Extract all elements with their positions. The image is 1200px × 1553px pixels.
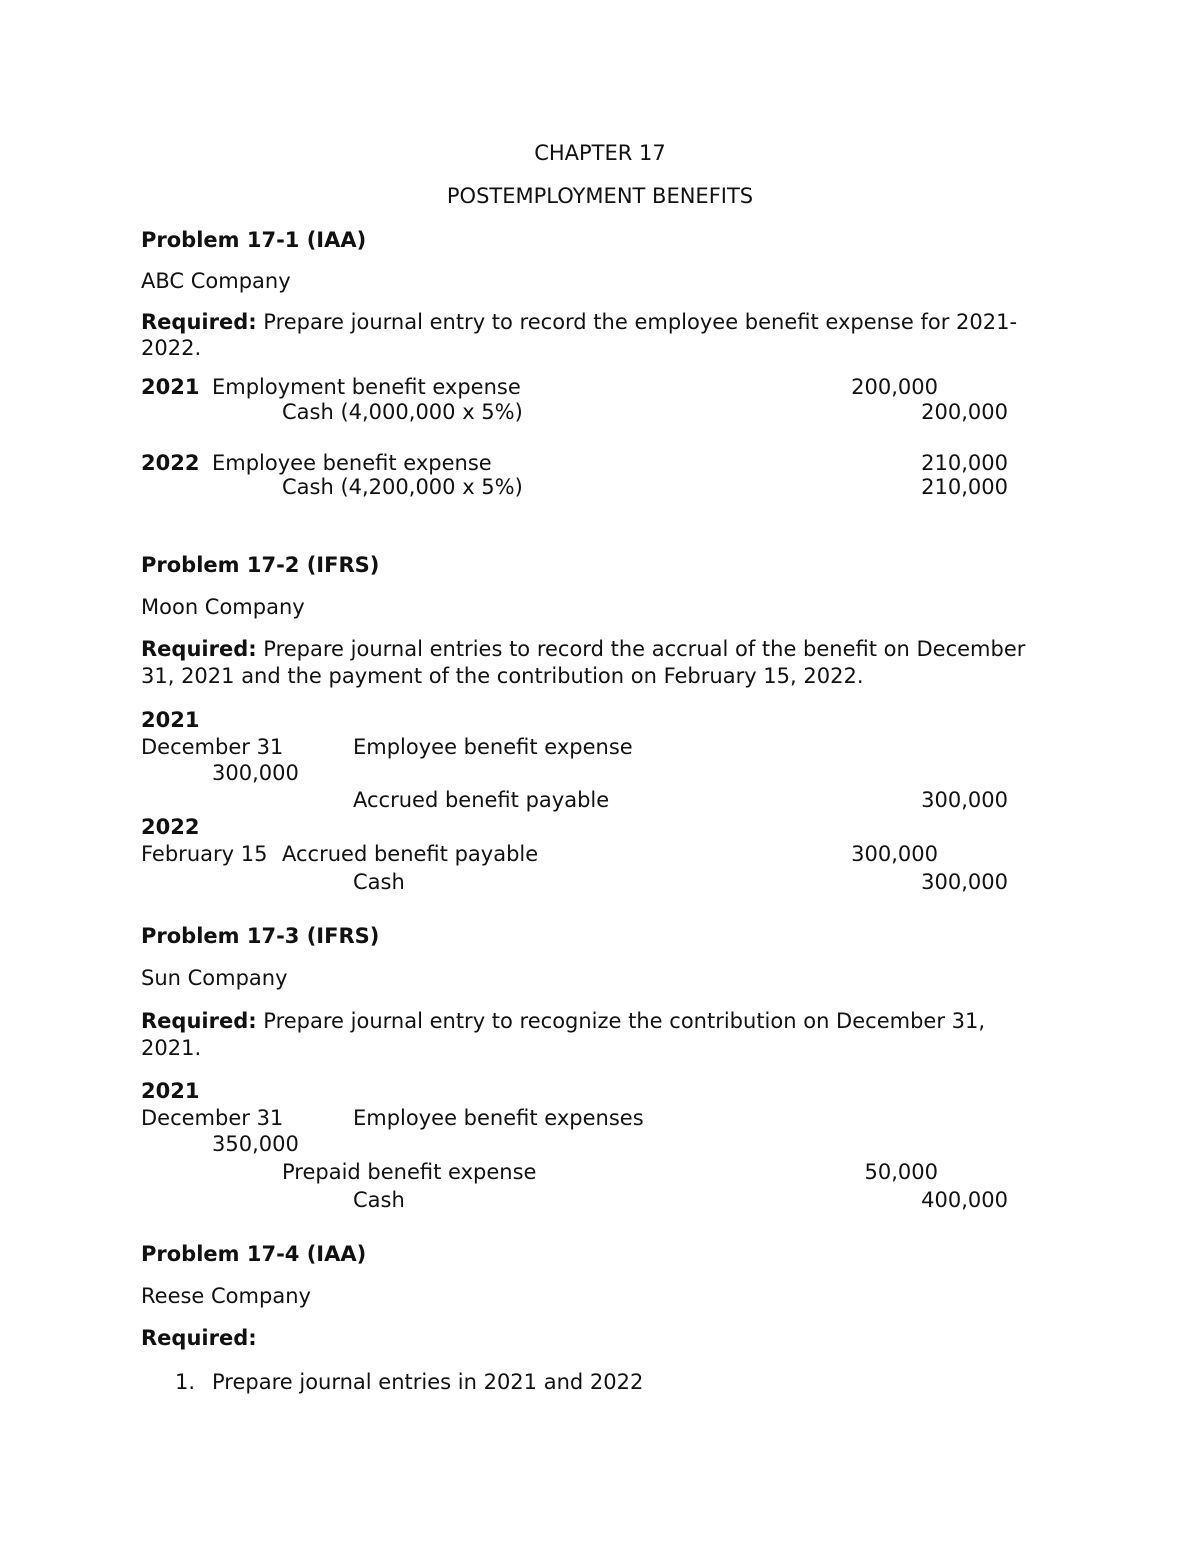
company-name: Moon Company	[141, 595, 305, 619]
entry-date: December 31	[141, 1106, 284, 1130]
entry-date: February 15	[141, 842, 268, 866]
required-label: Required:	[141, 1009, 257, 1033]
credit-amount: 300,000	[921, 870, 1008, 894]
problem-heading: Problem 17-1 (IAA)	[141, 228, 367, 252]
problem-heading: Problem 17-2 (IFRS)	[141, 553, 380, 577]
required-text	[141, 309, 1017, 335]
required-text	[141, 636, 1025, 662]
credit-amount: 50,000	[864, 1160, 938, 1184]
debit-account: Employment benefit expense	[212, 375, 521, 399]
entry-date: December 31	[141, 735, 284, 759]
entry-year: 2021	[141, 375, 200, 399]
credit-account: Cash	[353, 1188, 405, 1212]
debit-amount: 300,000	[851, 842, 938, 866]
debit-account: Employee benefit expenses	[353, 1106, 644, 1130]
problem-heading: Problem 17-4 (IAA)	[141, 1242, 367, 1266]
required-instruction-cont: 2021.	[141, 1036, 202, 1060]
required-instruction-cont: 2022.	[141, 336, 202, 360]
company-name: Sun Company	[141, 966, 288, 990]
required-label: Required:	[141, 637, 257, 661]
entry-year: 2022	[141, 815, 200, 839]
list-number: 1.	[175, 1370, 196, 1394]
debit-account: Accrued benefit payable	[282, 842, 539, 866]
problem-heading: Problem 17-3 (IFRS)	[141, 924, 380, 948]
credit-amount: 400,000	[921, 1188, 1008, 1212]
required-label: Required:	[141, 1326, 257, 1350]
required-instruction-cont: 31, 2021 and the payment of the contribution on February 15, 2022.	[141, 664, 864, 688]
required-instruction: Prepare journal entry to record the employee benefit expense for 2021-	[256, 310, 1018, 334]
page-title: POSTEMPLOYMENT BENEFITS	[446, 184, 754, 208]
debit-amount: 350,000	[212, 1132, 299, 1156]
debit-amount: 200,000	[851, 375, 938, 399]
debit-account: Employee benefit expense	[353, 735, 633, 759]
credit-amount: 210,000	[921, 475, 1008, 499]
credit-account: Prepaid benefit expense	[282, 1160, 537, 1184]
credit-account: Cash	[353, 870, 405, 894]
required-instruction: Prepare journal entries to record the accrual of the benefit on December	[256, 637, 1026, 661]
entry-year: 2021	[141, 708, 200, 732]
entry-year: 2021	[141, 1079, 200, 1103]
credit-account: Cash (4,000,000 x 5%)	[282, 400, 523, 424]
required-label: Required:	[141, 310, 257, 334]
debit-amount: 300,000	[212, 761, 299, 785]
debit-account: Employee benefit expense	[212, 451, 492, 475]
required-text	[141, 1008, 985, 1034]
company-name: Reese Company	[141, 1284, 311, 1308]
list-item: Prepare journal entries in 2021 and 2022	[212, 1370, 644, 1394]
credit-account: Accrued benefit payable	[353, 788, 610, 812]
debit-amount: 210,000	[921, 451, 1008, 475]
entry-year: 2022	[141, 451, 200, 475]
company-name: ABC Company	[141, 269, 291, 293]
required-instruction: Prepare journal entry to recognize the contribution on December 31,	[256, 1009, 986, 1033]
credit-amount: 200,000	[921, 400, 1008, 424]
chapter-title: CHAPTER 17	[534, 141, 666, 165]
credit-amount: 300,000	[921, 788, 1008, 812]
credit-account: Cash (4,200,000 x 5%)	[282, 475, 523, 499]
